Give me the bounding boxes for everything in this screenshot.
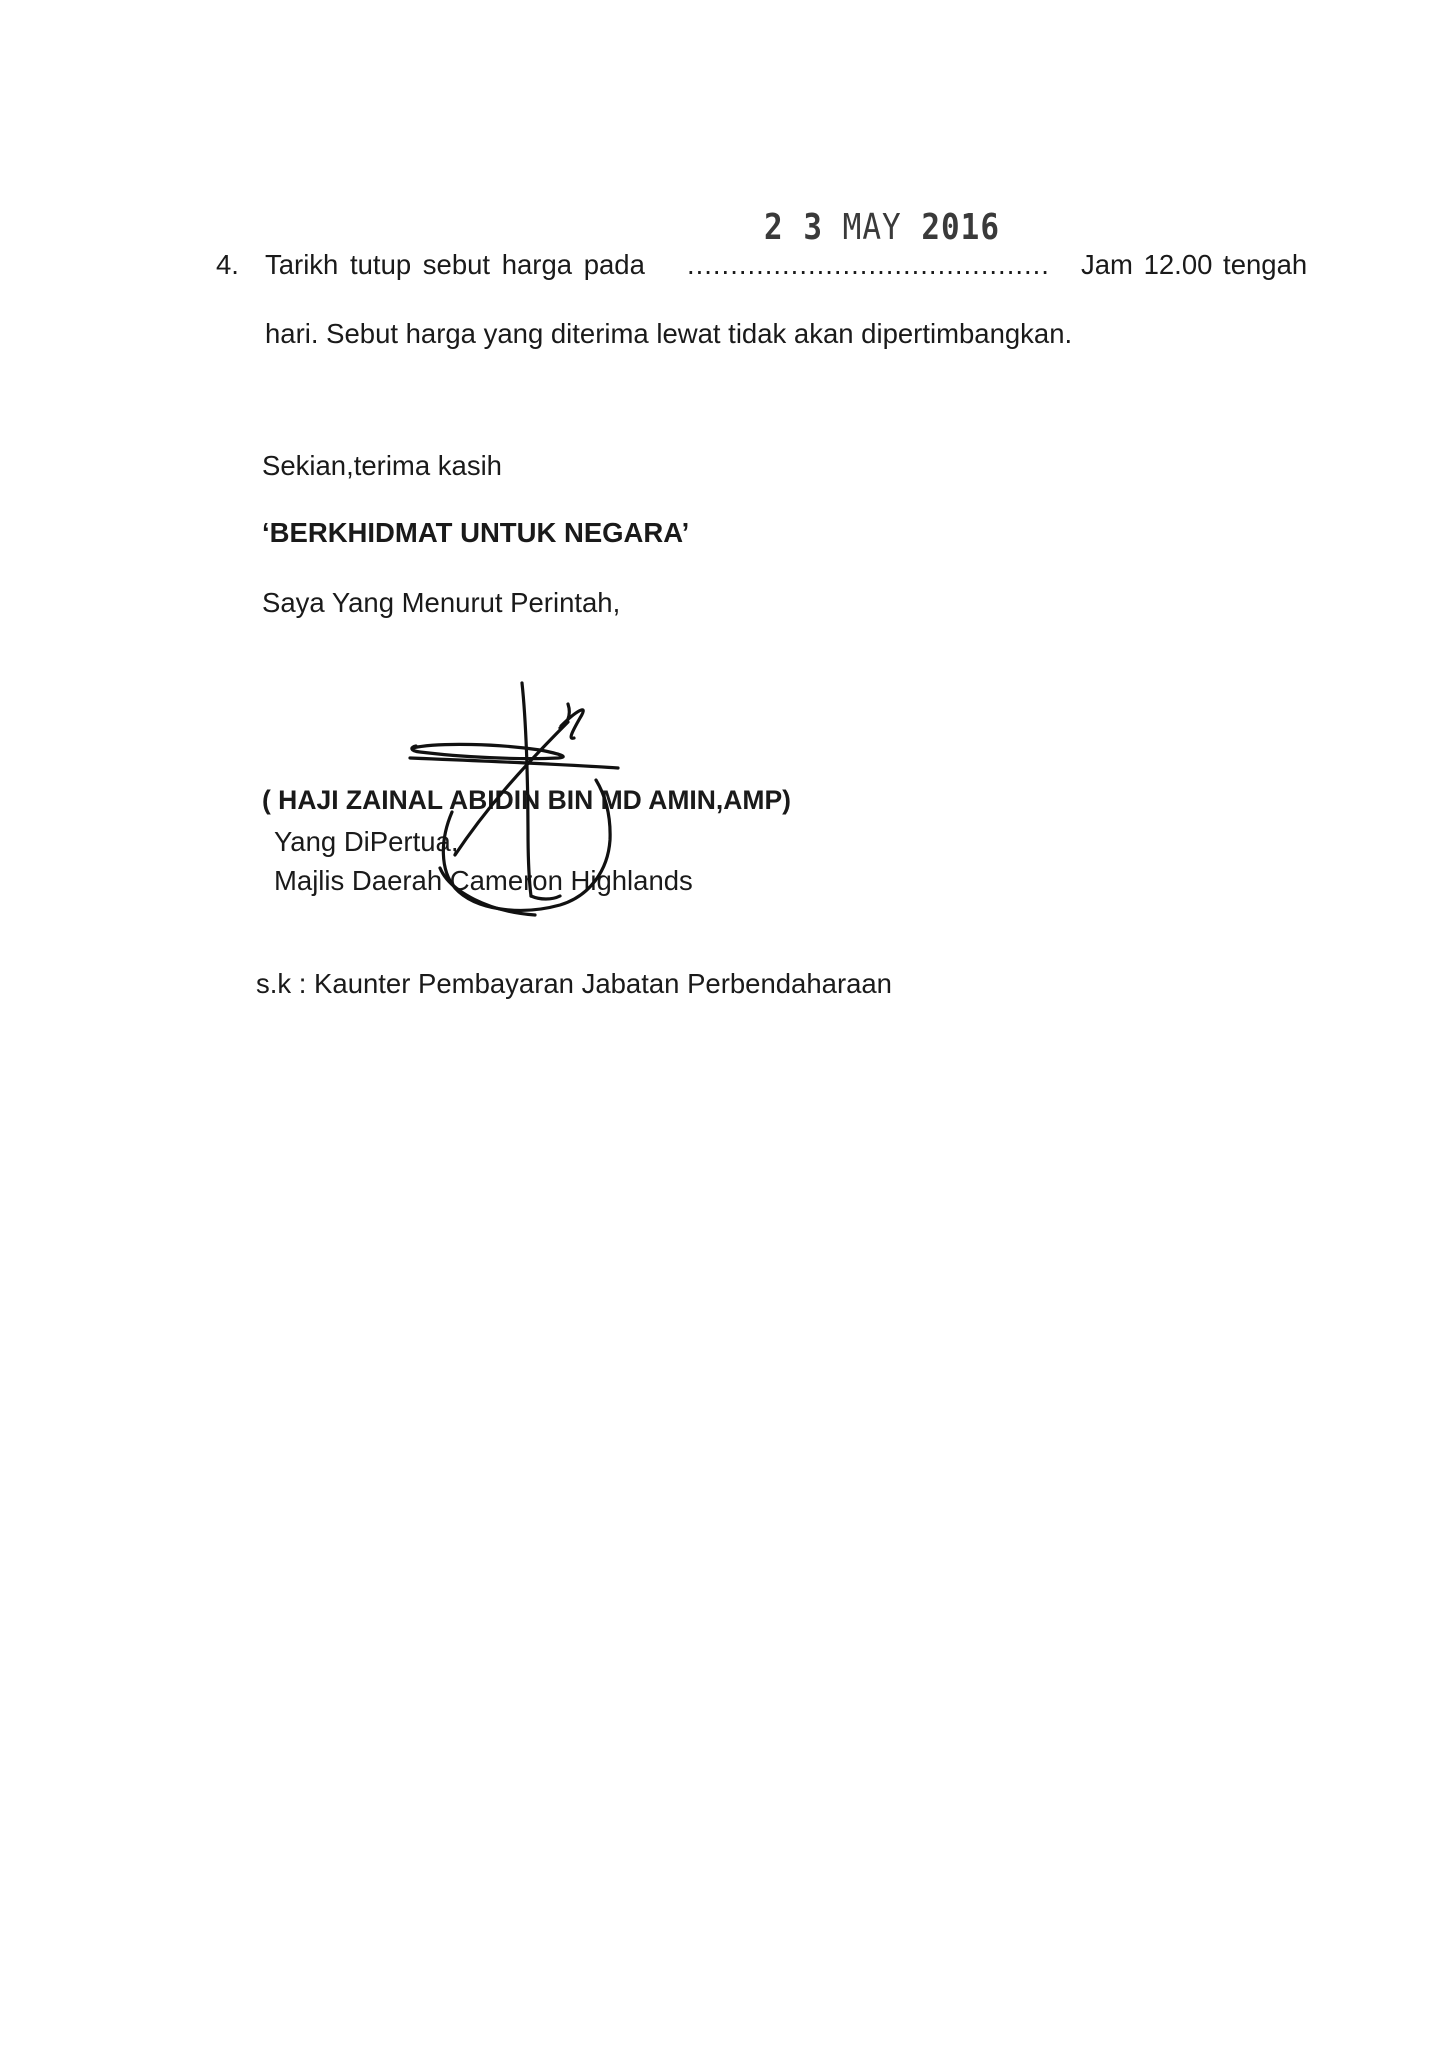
copy-to: s.k : Kaunter Pembayaran Jabatan Perbendaharaan: [256, 968, 892, 999]
closing-salutation: Sekian,terima kasih: [262, 450, 502, 481]
date-fill-dots: ..........................................: [687, 249, 1050, 280]
signatory-organisation: Majlis Daerah Cameron Highlands: [274, 865, 693, 896]
closing-yours: Saya Yang Menurut Perintah,: [262, 587, 621, 618]
stamp-year: 2016: [921, 207, 1000, 249]
paragraph-text-end: Jam 12.00 tengah: [1081, 249, 1308, 280]
signatory-name: ( HAJI ZAINAL ABIDIN BIN MD AMIN,AMP): [262, 785, 791, 815]
closing-motto: ‘BERKHIDMAT UNTUK NEGARA’: [262, 517, 690, 548]
stamp-day: 2 3: [764, 207, 823, 249]
paragraph-text-line2: hari. Sebut harga yang diterima lewat tidak akan dipertimbangkan.: [265, 318, 1073, 349]
paragraph-number: 4.: [216, 249, 239, 280]
signatory-position: Yang DiPertua,: [274, 826, 459, 857]
date-stamp: [764, 207, 1000, 248]
stamp-month: MAY: [842, 207, 902, 249]
paragraph-text-start: Tarikh tutup sebut harga pada: [265, 249, 645, 280]
